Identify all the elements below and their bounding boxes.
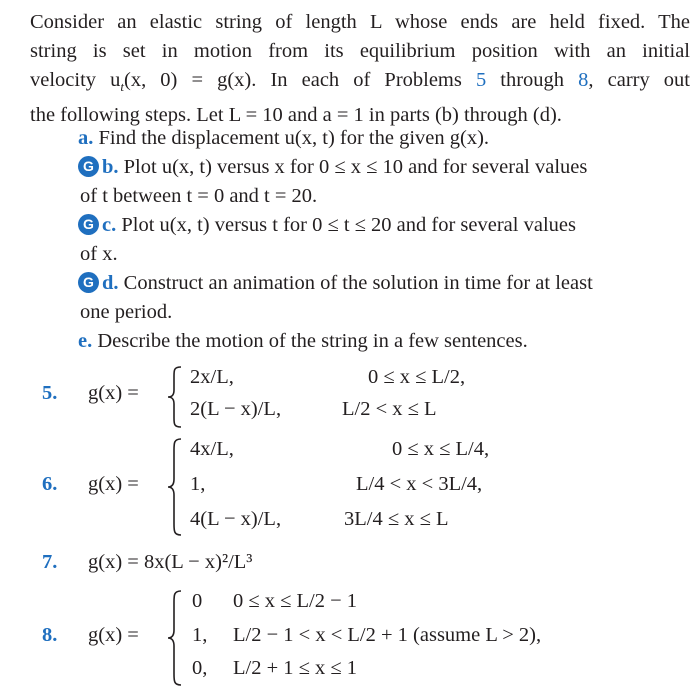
part-d-label: d. (102, 272, 119, 294)
intro-line-3: velocity $u_t(x$, 0) = g(x). In each of Problems 5 through 8, carry out (30, 69, 690, 95)
part-e-text: Describe the motion of the string in a few sentences. (97, 330, 528, 352)
problem-8-number: 8. (42, 624, 58, 646)
problem-6-case3-cond: 3L/4 ≤ x ≤ L (344, 508, 449, 530)
left-brace-icon (166, 590, 184, 686)
part-c (78, 211, 576, 240)
problem-8-case3-cond: L/2 + 1 ≤ x ≤ 1 (233, 657, 358, 679)
intro-line-2: string is set in motion from its equilibrium position with an initial (30, 40, 690, 62)
problem-6-lhs: g(x) = (88, 473, 139, 495)
problem-8-lhs: g(x) = (88, 624, 139, 646)
part-d (78, 269, 593, 298)
part-e (78, 327, 528, 356)
problem-8-case2-cond: L/2 − 1 < x < L/2 + 1 (assume L > 2), (233, 624, 542, 646)
problem-5-case2-cond: L/2 < x ≤ L (342, 398, 437, 420)
left-brace-icon (166, 438, 184, 536)
part-b-label: b. (102, 156, 119, 178)
part-a-label: a. (78, 127, 94, 149)
part-b (78, 153, 587, 182)
problem-8-case2-expr: 1, (192, 624, 208, 646)
part-e-label: e. (78, 330, 93, 352)
part-b-text: Plot u(x, t) versus x for 0 ≤ x ≤ 10 and for several values (123, 156, 588, 178)
problem-8-case1-cond: 0 ≤ x ≤ L/2 − 1 (233, 590, 358, 612)
problem-6-number: 6. (42, 473, 58, 495)
intro-line-4: the following steps. Let L = 10 and a = 1 in parts (b) through (d). (30, 104, 562, 127)
part-d-cont: one period. (80, 301, 173, 323)
problem-5-case2-expr: 2(L − x)/L, (190, 398, 282, 420)
graphing-icon: G (78, 272, 99, 293)
problem-link-5[interactable]: 5 (475, 69, 487, 91)
part-a (78, 124, 489, 153)
intro-paragraph (30, 8, 690, 130)
part-c-label: c. (102, 214, 117, 236)
problem-6-case1-cond: 0 ≤ x ≤ L/4, (392, 438, 490, 460)
part-c-cont: of x. (80, 243, 118, 265)
intro-line-1: Consider an elastic string of length L whose ends are held fixed. The (30, 11, 690, 33)
problem-5-case1-cond: 0 ≤ x ≤ L/2, (368, 366, 466, 388)
problem-8-case1-expr: 0 (192, 590, 203, 612)
problem-5-lhs: g(x) = (88, 382, 139, 404)
problem-8-case3-expr: 0, (192, 657, 208, 679)
graphing-icon: G (78, 156, 99, 177)
problem-6-case2-cond: L/4 < x < 3L/4, (356, 473, 483, 495)
problem-7-number: 7. (42, 551, 58, 573)
part-d-text: Construct an animation of the solution in time for at least (123, 272, 593, 294)
part-c-text: Plot u(x, t) versus t for 0 ≤ t ≤ 20 and for several values (121, 214, 576, 236)
problem-6-case1-expr: 4x/L, (190, 438, 234, 460)
graphing-icon: G (78, 214, 99, 235)
problem-link-8[interactable]: 8 (578, 69, 589, 91)
part-b-cont: of t between t = 0 and t = 20. (80, 185, 318, 207)
problem-7-expr: g(x) = 8x(L − x)²/L³ (88, 551, 253, 573)
problem-6-case2-expr: 1, (190, 473, 206, 495)
left-brace-icon (166, 366, 184, 428)
problem-6-case3-expr: 4(L − x)/L, (190, 508, 282, 530)
problem-5-case1-expr: 2x/L, (190, 366, 234, 388)
problem-5-number: 5. (42, 382, 58, 404)
part-a-text: Find the displacement u(x, t) for the given g(x). (98, 127, 490, 149)
